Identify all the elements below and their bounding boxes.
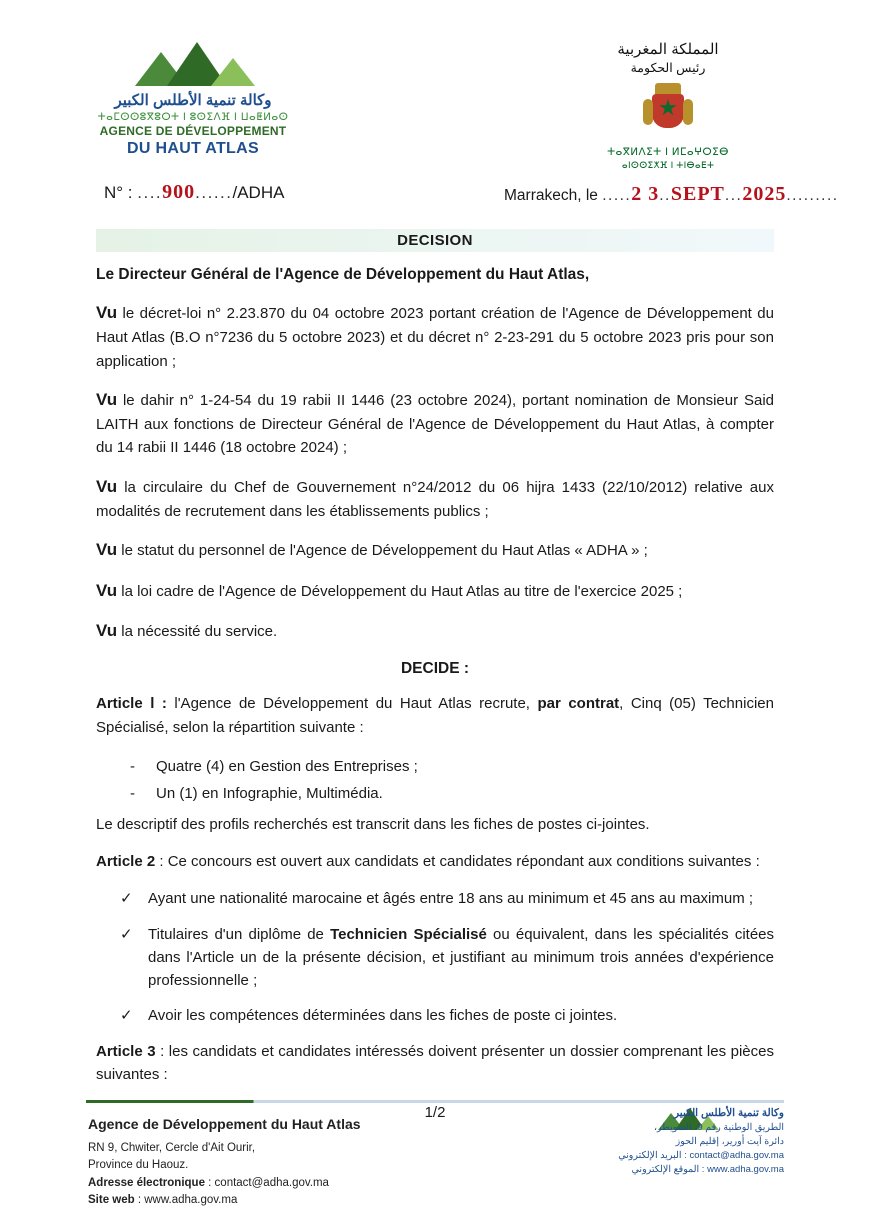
document-footer <box>0 1100 870 1230</box>
consideration-4-text: le statut du personnel de l'Agence de Développement du Haut Atlas « ADHA » ; <box>117 542 648 560</box>
list-item <box>118 1004 774 1027</box>
page-title: DECISION <box>96 229 774 252</box>
consideration-1-vu: Vu <box>96 303 118 322</box>
footer-contact-block <box>88 1114 361 1209</box>
place-date-group: Marrakech, le .....2 3..SEPT...2025......... <box>504 183 839 205</box>
consideration-3 <box>96 474 774 524</box>
article-2-text: : Ce concours est ouvert aux candidats et candidates répondant aux conditions suivantes : <box>155 853 760 871</box>
agency-name-french-line2: DU HAUT ATLAS <box>127 139 259 157</box>
consideration-2-vu: Vu <box>96 389 118 409</box>
kingdom-name-tifinagh: ⵜⴰⴳⵍⴷⵉⵜ ⵏ ⵍⵎⴰⵖⵔⵉⴱ <box>607 146 729 159</box>
date-day: 2 3 <box>631 183 660 205</box>
condition-2-after: ou équivalent, dans les spécialités citées dans l'Article un de la présente décision, et justifiant au minimum trois années d'expérience professionnelle ; <box>148 925 774 990</box>
consideration-1 <box>96 300 774 373</box>
consideration-6-text: la nécessité du service. <box>117 622 278 640</box>
reference-line <box>0 175 870 219</box>
article-1-paragraph <box>96 692 774 739</box>
list-item <box>118 887 774 910</box>
footer-web-value-arabic: www.adha.gov.ma <box>707 1163 784 1175</box>
footer-web-row-arabic: www.adha.gov.ma : الموقع الإلكتروني <box>631 1163 784 1175</box>
agency-name-tifinagh: ⵜⴰⵎⵙⵙⵓⴳⵓⵔⵜ ⵏ ⵓⵙⵉⴷⴼ ⵏ ⵡⴰⵟⵍⴰⵙ <box>97 111 289 123</box>
signatory-lead: Le Directeur Général de l'Agence de Développement du Haut Atlas, <box>96 266 590 283</box>
reference-prefix: N° : <box>104 183 138 202</box>
footer-address-line1: RN 9, Chwiter, Cercle d'Ait Ourir, <box>88 1142 256 1154</box>
reference-number: 900 <box>162 181 196 203</box>
article-3-paragraph <box>96 1040 774 1087</box>
condition-3-text: Avoir les compétences déterminées dans les fiches de poste ci jointes. <box>148 1007 618 1025</box>
footer-address-line1-arabic: الطريق الوطنية رقم 9، الشويطر، <box>653 1122 784 1134</box>
document-header <box>0 0 870 175</box>
consideration-6-vu: Vu <box>96 620 118 640</box>
footer-email-row-arabic: contact@adha.gov.ma : البريد الإلكتروني <box>618 1149 784 1161</box>
footer-address-line2-arabic: دائرة آيت أورير، إقليم الحوز <box>675 1135 784 1147</box>
consideration-5-vu: Vu <box>96 580 118 600</box>
article-1-text-before: l'Agence de Développement du Haut Atlas recrute, <box>166 695 538 713</box>
article-2-label: Article 2 <box>96 853 156 871</box>
footer-divider <box>86 1100 784 1103</box>
article-1-closing: Le descriptif des profils recherchés est transcrit dans les fiches de postes ci-jointes. <box>96 815 650 833</box>
footer-agency-title: Agence de Développement du Haut Atlas <box>88 1116 361 1132</box>
condition-1-text: Ayant une nationalité marocaine et âgés entre 18 ans au minimum et 45 ans au maximum ; <box>148 890 754 908</box>
kingdom-header-block <box>558 40 778 171</box>
consideration-5 <box>96 578 774 604</box>
footer-address-line2: Province du Haouz. <box>88 1159 189 1172</box>
consideration-3-text: la circulaire du Chef de Gouvernement n°24/2012 du 06 hijra 1433 (22/10/2012) relative aux modalités de recrutement dans les établissements publics ; <box>96 478 774 521</box>
footer-web-row <box>88 1192 361 1209</box>
head-of-government-tifinagh: ⴰⵏⵙⵙⵉⵅⴼ ⵏ ⵜⵏⴱⴰⴹⵜ <box>621 159 715 170</box>
footer-contact-block-arabic <box>544 1106 784 1176</box>
place-label: Marrakech, le <box>504 187 603 204</box>
reference-dots: ...... <box>195 183 233 202</box>
footer-web-label: Site web <box>88 1193 135 1206</box>
article-1-breakdown-list <box>96 753 774 807</box>
date-year: 2025 <box>742 183 787 205</box>
consideration-4 <box>96 537 774 563</box>
article-3-text: : les candidats et candidates intéressés doivent présenter un dossier comprenant les pièces suivantes : <box>96 1042 774 1083</box>
article-2-conditions-list <box>96 887 774 1027</box>
reference-suffix: /ADHA <box>232 183 285 202</box>
date-trailing-dots: ......... <box>786 187 839 204</box>
article-1-text-after: , Cinq (05) Technicien Spécialisé, selon la répartition suivante : <box>96 695 774 736</box>
date-month: SEPT <box>670 183 725 205</box>
consideration-5-text: la loi cadre de l'Agence de Développement du Haut Atlas au titre de l'exercice 2025 ; <box>117 582 683 600</box>
head-of-government-arabic: رئيس الحكومة <box>630 61 706 76</box>
footer-email-row <box>88 1175 361 1192</box>
agency-name-french-line1: AGENCE DE DÉVELOPPEMENT <box>99 123 287 138</box>
page-number: 1/2 <box>424 1104 446 1122</box>
footer-email-value-arabic: contact@adha.gov.ma <box>689 1149 784 1161</box>
list-item: - Quatre (4) en Gestion des Entreprises ; <box>130 753 774 780</box>
list-item: - Un (1) en Infographie, Multimédia. <box>130 780 774 807</box>
agency-name-arabic: وكالة تنمية الأطلس الكبير <box>114 92 272 109</box>
footer-agency-title-arabic: وكالة تنمية الأطلس الكبير <box>674 1107 784 1119</box>
document-body <box>0 229 870 1121</box>
footer-web-label-arabic: الموقع الإلكتروني <box>631 1163 700 1175</box>
article-2-paragraph <box>96 850 774 873</box>
article-1-label: Article l : <box>96 695 167 713</box>
article-1-bold: par contrat <box>537 695 620 713</box>
consideration-1-text: le décret-loi n° 2.23.870 du 04 octobre 2023 portant création de l'Agence de Développement du Haut Atlas (B.O n°7236 du 5 octobre 2023) et du décret n° 2-23-291 du 5 octobre 2023 pris pour son application ; <box>96 305 774 370</box>
consideration-4-vu: Vu <box>96 540 118 560</box>
list-item <box>118 923 774 993</box>
footer-email-label-arabic: البريد الإلكتروني <box>618 1149 682 1161</box>
reference-number-group: N° : ....900....../ADHA <box>104 181 285 203</box>
morocco-coat-of-arms-icon: ★ <box>642 83 694 141</box>
consideration-2 <box>96 387 774 460</box>
mountain-logo-icon <box>129 42 257 86</box>
article-3-label: Article 3 <box>96 1042 156 1060</box>
consideration-3-vu: Vu <box>96 476 118 496</box>
condition-2-bold: Technicien Spécialisé <box>330 925 487 943</box>
condition-2-before: Titulaires d'un diplôme de <box>148 925 331 943</box>
consideration-2-text: le dahir n° 1-24-54 du 19 rabii II 1446 (23 octobre 2024), portant nomination de Monsieur Said LAITH aux fonctions de Directeur Général de l'Agence de Développement du Haut Atlas, à compter du 14 rabii II 1446 (18 octobre 2024) ; <box>96 391 774 457</box>
footer-email-label: Adresse électronique <box>88 1176 205 1189</box>
footer-email-value: : contact@adha.gov.ma <box>204 1176 329 1189</box>
kingdom-name-arabic: المملكة المغربية <box>617 41 719 58</box>
decide-heading: DECIDE : <box>400 660 470 678</box>
consideration-6 <box>96 618 774 644</box>
footer-web-value: : www.adha.gov.ma <box>134 1193 238 1206</box>
agency-logo-block <box>88 42 298 158</box>
